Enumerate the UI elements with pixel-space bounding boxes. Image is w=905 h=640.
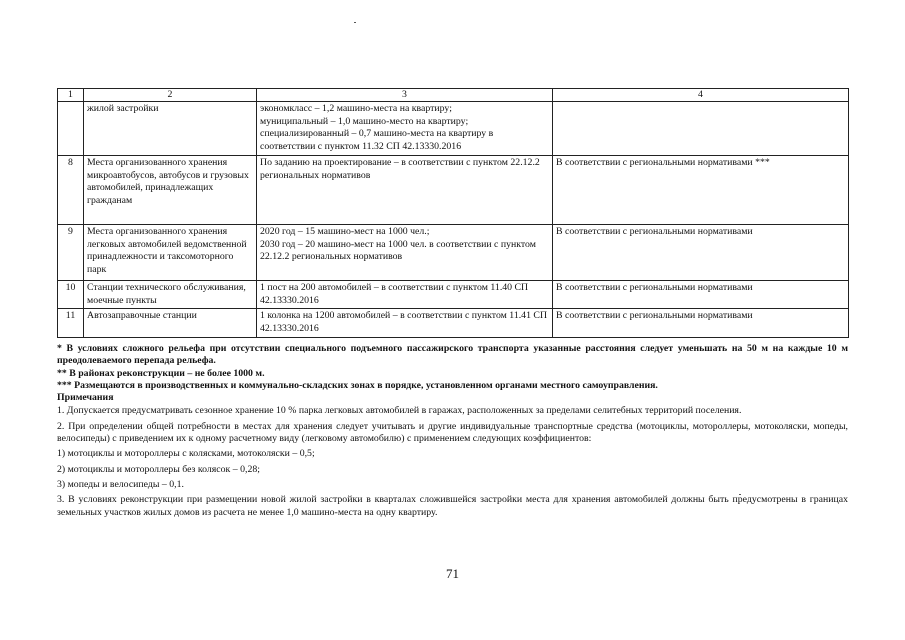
note-item: 3) мопеды и велосипеды – 0,1. bbox=[57, 478, 184, 490]
object-cell: Автозаправочные станции bbox=[84, 309, 257, 338]
notes-block bbox=[57, 343, 848, 519]
table-header-row bbox=[58, 89, 849, 102]
note-item: 1. Допускается предусматривать сезонное хранение 10 % парка легковых автомобилей в гаражах, расположенных за пределами селитебных территорий поселения. bbox=[57, 405, 742, 417]
table-row bbox=[58, 102, 849, 156]
norm-line: специализированный – 0,7 машино-места на квартиру в соответствии с пунктом 11.32 СП 42.13330.2016 bbox=[260, 128, 494, 152]
table-row bbox=[58, 156, 849, 225]
regional-cell: В соответствии с региональными нормативами bbox=[553, 309, 849, 338]
note-item: 2. При определении общей потребности в местах для хранения следует учитывать и другие индивидуальные транспортные средства (мотоциклы, мотороллеры, мотоколяски, мопеды, велосипеды) с приведением их к одному расчетному виду (легковому автомобилю) с применением следующих коэффициентов: bbox=[57, 420, 848, 445]
footnote: ** В районах реконструкции – не более 1000 м. bbox=[57, 367, 265, 379]
footnote: * В условиях сложного рельефа при отсутствии специального подъемного пассажирского транспорта указанные расстояния следует уменьшать на 50 м на каждые 10 м преодолеваемого перепада рельефа. bbox=[57, 343, 848, 367]
footnote: *** Размещаются в производственных и коммунально-складских зонах в порядке, установленном органами местного самоуправления. bbox=[57, 379, 658, 391]
note-item: 3. В условиях реконструкции при размещении новой жилой застройки в кварталах сложившейся застройки места для хранения автомобилей должны быть предусмотрены в границах земельных участков жилых домов из расчета не менее 1,0 машино-места на одну квартиру. bbox=[57, 494, 848, 518]
header-col-3: 3 bbox=[257, 89, 553, 102]
norm-cell bbox=[257, 309, 553, 338]
header-col-2: 2 bbox=[84, 89, 257, 102]
norm-line: 2020 год – 15 машино-мест на 1000 чел.; bbox=[260, 226, 430, 237]
note-item: 2) мотоциклы и мотороллеры без колясок – 0,28; bbox=[57, 463, 260, 475]
regional-cell: В соответствии с региональными нормативами bbox=[553, 225, 849, 281]
page-number: 71 bbox=[446, 566, 459, 581]
norm-line: муниципальный – 1,0 машино-место на квартиру; bbox=[260, 115, 469, 127]
norm-cell bbox=[257, 281, 553, 309]
scan-speck bbox=[354, 22, 356, 23]
norm-cell bbox=[257, 225, 553, 281]
regional-cell: В соответствии с региональными нормативами *** bbox=[553, 156, 849, 225]
norm-line: По заданию на проектирование – в соответствии с пунктом 22.12.2 региональных нормативов bbox=[260, 157, 540, 181]
row-number bbox=[58, 102, 84, 156]
object-cell: Места организованного хранения микроавтобусов, автобусов и грузовых автомобилей, принадлежащих гражданам bbox=[84, 156, 257, 225]
note-item: 1) мотоциклы и мотороллеры с колясками, мотоколяски – 0,5; bbox=[57, 448, 315, 460]
regional-cell bbox=[553, 102, 849, 156]
row-number: 11 bbox=[58, 309, 84, 338]
row-number: 8 bbox=[58, 156, 84, 225]
table-row bbox=[58, 225, 849, 281]
row-number: 10 bbox=[58, 281, 84, 309]
object-cell: Места организованного хранения легковых автомобилей ведомственной принадлежности и таксомоторного парк bbox=[84, 225, 257, 281]
regional-cell: В соответствии с региональными нормативами bbox=[553, 281, 849, 309]
norm-cell bbox=[257, 156, 553, 225]
norm-line: 1 пост на 200 автомобилей – в соответствии с пунктом 11.40 СП 42.13330.2016 bbox=[260, 282, 529, 306]
object-cell: Станции технического обслуживания, моечные пункты bbox=[84, 281, 257, 309]
table-row bbox=[58, 309, 849, 338]
norm-cell bbox=[257, 102, 553, 156]
table-row bbox=[58, 281, 849, 309]
norms-table bbox=[57, 88, 849, 338]
norm-line: экономкласс – 1,2 машино-места на квартиру; bbox=[260, 103, 452, 114]
row-number: 9 bbox=[58, 225, 84, 281]
header-col-4: 4 bbox=[553, 89, 849, 102]
header-col-1: 1 bbox=[58, 89, 84, 102]
notes-title: Примечания bbox=[57, 392, 114, 404]
norm-line: 2030 год – 20 машино-мест на 1000 чел. в соответствии с пунктом 22.12.2 региональных нормативов bbox=[260, 238, 536, 262]
object-cell: жилой застройки bbox=[84, 102, 257, 156]
norm-line: 1 колонка на 1200 автомобилей – в соответствии с пунктом 11.41 СП 42.13330.2016 bbox=[260, 310, 548, 334]
